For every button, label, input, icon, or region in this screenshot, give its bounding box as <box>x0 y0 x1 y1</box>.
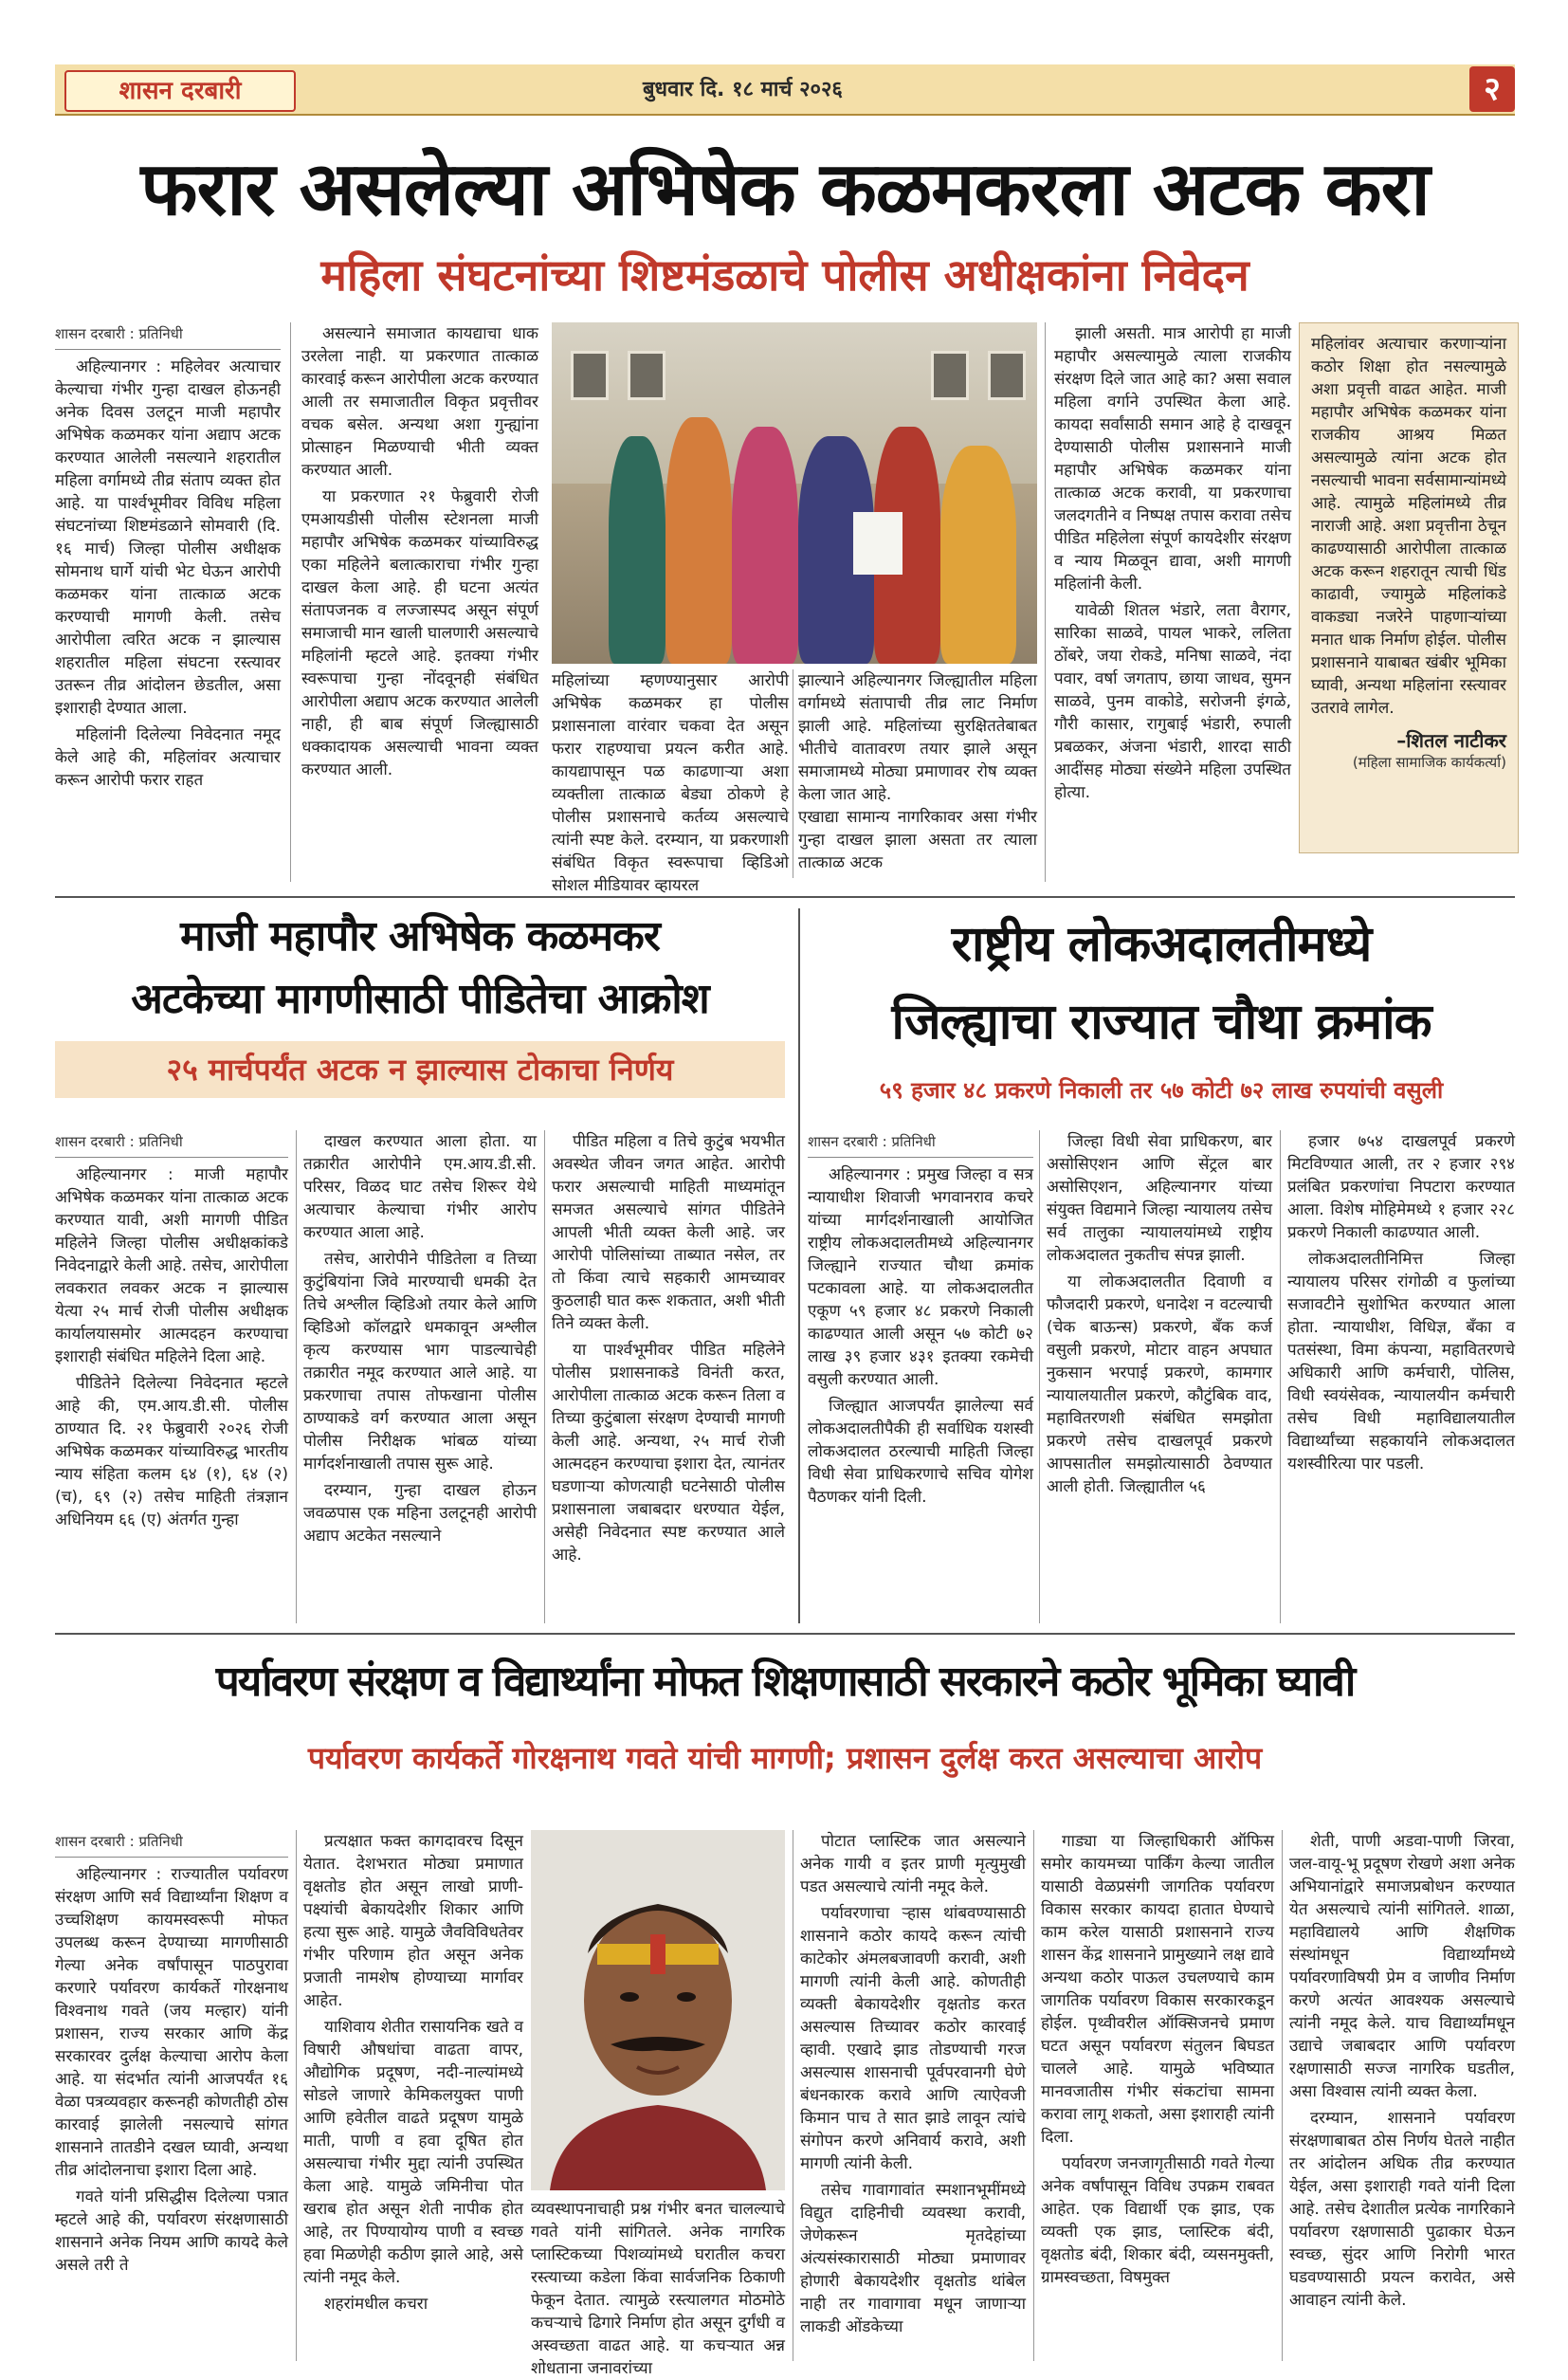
activist-portrait <box>531 1830 785 2190</box>
story4-subheadline: पर्यावरण कार्यकर्ते गोरक्षनाथ गवते यांची मागणी; प्रशासन दुर्लक्ष करत असल्याचा आरोप <box>307 1740 1263 1776</box>
story2-byline: शासन दरबारी : प्रतिनिधी <box>55 1130 288 1158</box>
story4-column-2: प्रत्यक्षात फक्त कागदावरच दिसून येतात. देशभरात मोठ्या प्रमाणात वृक्षतोड होत असून लाखो प्राणी-पक्ष्यांची बेकायदेशीर शिकार आणि हत्या सुरू आहे. यामुळे जैवविविधतेवर गंभीर परिणाम होत असून अनेक प्रजाती नामशेष होण्याच्या मार्गावर आहेत. याशिवाय शेतीत रासायनिक खते व विषारी औषधांचा वाढता वापर, औद्योगिक प्रदूषण, नदी-नाल्यांमध्ये सोडले जाणारे केमिकलयुक्त पाणी आणि हवेतील वाढते प्रदूषण यामुळे माती, पाणी व हवा दूषित होत असल्याचा गंभीर मुद्दा त्यांनी उपस्थित केला आहे. यामुळे जमिनीचा पोत खराब होत असून शेती नापीक होत आहे, तर पिण्यायोग्य पाणी व स्वच्छ हवा मिळणेही कठीण झाले आहे, असे त्यांनी नमूद केले. शहरांमधील कचरा <box>303 1832 523 2314</box>
masthead <box>55 64 1515 116</box>
portrait-caption: व्यवस्थापनाचाही प्रश्न गंभीर बनत चालल्याचे गवते यांनी सांगितले. अनेक नागरिक प्लास्टिकच्या पिशव्यांमध्ये घरातील कचरा रस्त्याच्या कडेला किंवा सार्वजनिक ठिकाणी फेकून देतात. त्यामुळे रस्त्यालगत मोठमोठे कचऱ्याचे ढिगारे निर्माण होत असून दुर्गंधी व अस्वच्छता वाढत आहे. या कचऱ्यात अन्न शोधताना जनावरांच्या <box>531 2200 785 2378</box>
protest-photo <box>552 322 1037 664</box>
quote-box <box>1299 322 1519 853</box>
story3-subheadline: ५९ हजार ४८ प्रकरणे निकाली तर ५७ कोटी ७२ लाख रुपयांची वसुली <box>879 1077 1444 1104</box>
story1-column-2: असल्याने समाजात कायद्याचा धाक उरलेला नाही. या प्रकरणात तात्काळ कारवाई करून आरोपीला अटक करण्यात आली तर समाजातील विकृत प्रवृत्तीवर वचक बसेल. अन्यथा अशा गुन्ह्यांना प्रोत्साहन मिळण्याची भीती व्यक्त करण्यात आली. या प्रकरणात २१ फेब्रुवारी रोजी एमआयडीसी पोलीस स्टेशनला माजी महापौर अभिषेक कळमकर यांच्याविरुद्ध एका महिलेने बलात्काराचा गंभीर गुन्हा दाखल केला आहे. ही घटना अत्यंत संतापजनक व लज्जास्पद असून संपूर्ण समाजाची मान खाली घालणारी असल्याचे महिलांनी म्हटले आहे. इतक्या गंभीर स्वरूपाचा गुन्हा नोंदवूनही संबंधित आरोपीला अद्याप अटक करण्यात आलेली नाही, ही बाब संपूर्ण जिल्ह्यासाठी धक्कादायक असल्याची भावना व्यक्त करण्यात आली. <box>301 324 538 779</box>
story4-column-4: गाड्या या जिल्हाधिकारी ऑफिस समोर कायमच्या पार्किंग केल्या जातील यासाठी वेळप्रसंगी जागतिक पर्यावरण विकास सरकार कायदा हातात घेण्याचे काम करेल यासाठी प्रशासनाने राज्य शासन केंद्र शासनाने प्रामुख्याने लक्ष द्यावे अन्यथा कठोर पाऊल उचलण्याचे काम जागतिक पर्यावरण विकास सरकारकडून होईल. पृथ्वीवरील ऑक्सिजनचे प्रमाण घटत असून पर्यावरण संतुलन बिघडत चालले आहे. यामुळे भविष्यात मानवजातीस गंभीर संकटांचा सामना करावा लागू शकतो, असा इशाराही त्यांनी दिला. पर्यावरण जनजागृतीसाठी गवते गेल्या अनेक वर्षांपासून विविध उपक्रम राबवत आहेत. एक विद्यार्थी एक झाड, एक व्यक्ती एक झाड, प्लास्टिक बंदी, वृक्षतोड बंदी, शिकार बंदी, व्यसनमुक्ती, ग्रामस्वच्छता, विषमुक्त <box>1041 1832 1274 2287</box>
story1-headline: फरार असलेल्या अभिषेक कळमकरला अटक करा <box>140 147 1430 232</box>
story2-column-2: दाखल करण्यात आला होता. या तक्रारीत आरोपीने एम.आय.डी.सी. परिसर, विळद घाट तसेच शिरूर येथे अत्याचार केल्याचा गंभीर आरोप करण्यात आला आहे. तसेच, आरोपीने पीडितेला व तिच्या कुटुंबियांना जिवे मारण्याची धमकी देत तिचे अश्लील व्हिडिओ तयार केले आणि व्हिडिओ कॉलद्वारे धमकावून अश्लील कृत्य करण्यास भाग पाडल्याचेही तक्रारीत नमूद करण्यात आले आहे. या प्रकरणाचा तपास तोफखाना पोलीस ठाण्याकडे वर्ग करण्यात आला असून पोलीस निरीक्षक भांबळ यांच्या मार्गदर्शनाखाली तपास सुरू आहे. दरम्यान, गुन्हा दाखल होऊन जवळपास एक महिना उलटूनही आरोपी अद्याप अटकेत नसल्याने <box>303 1132 537 1546</box>
story3-headline-line1: राष्ट्रीय लोकअदालतीमध्ये <box>951 916 1372 973</box>
story2-subheadline: २५ मार्चपर्यंत अटक न झाल्यास टोकाचा निर्णय <box>55 1041 785 1098</box>
quote-text: महिलांवर अत्याचार करणाऱ्यांना कठोर शिक्षा होत नसल्यामुळे अशा प्रवृत्ती वाढत आहेत. माजी महापौर अभिषेक कळमकर यांना राजकीय आश्रय मिळत असल्यामुळे त्यांना अटक होत नसल्याची भावना सर्वसामान्यांमध्ये आहे. त्यामुळे महिलांमध्ये तीव्र नाराजी आहे. अशा प्रवृत्तीना ठेचून काढण्यासाठी आरोपीला तात्काळ अटक करून शहरातून त्याची धिंड काढावी, ज्यामुळे महिलांकडे वाकड्या नजरेने पाहणाऱ्यांच्या मनात धाक निर्माण होईल. पोलीस प्रशासनाने याबाबत खंबीर भूमिका घ्यावी, अन्यथा महिलांना रस्त्यावर उतरावे लागेल. <box>1311 335 1506 718</box>
photo-caption-left: महिलांच्या म्हणण्यानुसार आरोपी अभिषेक कळमकर हा पोलीस प्रशासनाला वारंवार चकवा देत असून फरार राहण्याचा प्रयत्न करीत आहे. कायद्यापासून पळ काढणाऱ्या अशा व्यक्तीला तात्काळ बेड्या ठोकणे हे पोलीस प्रशासनाचे कर्तव्य असल्याचे त्यांनी स्पष्ट केले. दरम्यान, या प्रकरणाशी संबंधित विकृत स्वरूपाचा व्हिडिओ सोशल मीडियावर व्हायरल <box>552 671 789 895</box>
story2-headline-line1: माजी महापौर अभिषेक कळमकर <box>180 912 660 961</box>
newspaper-logo: शासन दरबारी <box>64 70 296 112</box>
story4-column-3: पोटात प्लास्टिक जात असल्याने अनेक गायी व इतर प्राणी मृत्युमुखी पडत असल्याचे त्यांनी नमूद केले. पर्यावरणाचा ऱ्हास थांबवण्यासाठी शासनाने कठोर कायदे करून त्यांची काटेकोर अंमलबजावणी करावी, अशी मागणी त्यांनी केली आहे. कोणतीही व्यक्ती बेकायदेशीर वृक्षतोड करत असल्यास तिच्यावर कठोर कारवाई व्हावी. एखादे झाड तोडण्याची गरज असल्यास शासनाची पूर्वपरवानगी घेणे बंधनकारक करावे आणि त्याऐवजी किमान पाच ते सात झाडे लावून त्यांचे संगोपन करणे अनिवार्य करावे, अशी मागणी त्यांनी केली. तसेच गावागावांत स्मशानभूमींमध्ये विद्युत दाहिनीची व्यवस्था करावी, जेणेकरून मृतदेहांच्या अंत्यसंस्कारासाठी मोठ्या प्रमाणावर होणारी बेकायदेशीर वृक्षतोड थांबेल नाही तर गावागावा मधून जाणाऱ्या लाकडी ओंडकेच्या <box>800 1832 1026 2336</box>
story3-headline-line2: जिल्ह्याचा राज्यात चौथा क्रमांक <box>891 994 1431 1051</box>
story4-column-5: शेती, पाणी अडवा-पाणी जिरवा, जल-वायू-भू प्रदूषण रोखणे अशा अनेक अभियानांद्वारे समाजप्रबोधन करण्यात येत असल्याचे त्यांनी सांगितले. शाळा, महाविद्यालये आणि शैक्षणिक संस्थांमधून विद्यार्थ्यांमध्ये पर्यावरणाविषयी प्रेम व जाणीव निर्माण करणे अत्यंत आवश्यक असल्याचे त्यांनी नमूद केले. याच विद्यार्थ्यांमधून उद्याचे जबाबदार आणि पर्यावरण रक्षणासाठी सज्ज नागरिक घडतील, असा विश्वास त्यांनी व्यक्त केला. दरम्यान, शासनाने पर्यावरण संरक्षणाबाबत ठोस निर्णय घेतले नाहीत तर आंदोलन अधिक तीव्र करण्यात येईल, असा इशाराही गवते यांनी दिला आहे. तसेच देशातील प्रत्येक नागरिकाने पर्यावरण रक्षणासाठी पुढाकार घेऊन स्वच्छ, सुंदर आणि निरोगी भारत घडवण्यासाठी प्रयत्न करावेत, असे आवाहन त्यांनी केले. <box>1289 1832 1515 2310</box>
story1-column-1: शासन दरबारी : प्रतिनिधी अहिल्यानगर : महिलेवर अत्याचार केल्याचा गंभीर गुन्हा दाखल होऊनही अनेक दिवस उलटून माजी महापौर अभिषेक कळमकर यांना अद्याप अटक करण्यात आलेली नसल्याने शहरातील महिला वर्गामध्ये तीव्र संताप व्यक्त होत आहे. या पार्श्वभूमीवर विविध महिला संघटनांच्या शिष्टमंडळाने सोमवारी (दि. १६ मार्च) जिल्हा पोलीस अधीक्षक सोमनाथ घार्गे यांची भेट घेऊन आरोपी कळमकर यांना तात्काळ अटक करण्याची मागणी केली. तसेच आरोपीला त्वरित अटक न झाल्यास शहरातील महिला संघटना रस्त्यावर उतरून तीव्र आंदोलन छेडतील, असा इशाराही देण्यात आला. महिलांनी दिलेल्या निवेदनात नमूद केले आहे की, महिलांवर अत्याचार करून आरोपी फरार राहत <box>55 322 281 882</box>
story3-byline: शासन दरबारी : प्रतिनिधी <box>808 1130 1033 1158</box>
story3-column-1: शासन दरबारी : प्रतिनिधी अहिल्यानगर : प्रमुख जिल्हा व सत्र न्यायाधीश शिवाजी भगवानराव कचरे यांच्या मार्गदर्शनाखाली आयोजित राष्ट्रीय लोकअदालतीमध्ये अहिल्यानगर जिल्ह्याने राज्यात चौथा क्रमांक पटकावला आहे. या लोकअदालतीत एकूण ५९ हजार ४८ प्रकरणे निकाली काढण्यात आली असून ५७ कोटी ७२ लाख ३९ हजार ४३१ इतक्या रकमेची वसुली करण्यात आली. जिल्ह्यात आजपर्यंत झालेल्या सर्व लोकअदालतीपैकी ही सर्वाधिक यशस्वी लोकअदालत ठरल्याची माहिती जिल्हा विधी सेवा प्राधिकरणाचे सचिव योगेश पैठणकर यांनी दिली. <box>808 1130 1033 1623</box>
page-number: २ <box>1469 66 1515 112</box>
story2-column-1: शासन दरबारी : प्रतिनिधी अहिल्यानगर : माजी महापौर अभिषेक कळमकर यांना तात्काळ अटक करण्यात यावी, अशी मागणी पीडित महिलेने जिल्हा पोलीस अधीक्षकांकडे निवेदनाद्वारे केली आहे. तसेच, आरोपीला लवकरात लवकर अटक न झाल्यास येत्या २५ मार्च रोजी पोलीस अधीक्षक कार्यालयासमोर आत्मदहन करण्याचा इशाराही संबंधित महिलेने दिला आहे. पीडितेने दिलेल्या निवेदनात म्हटले आहे की, एम.आय.डी.सी. पोलीस ठाण्यात दि. २१ फेब्रुवारी २०२६ रोजी अभिषेक कळमकर यांच्याविरुद्ध भारतीय न्याय संहिता कलम ६४ (१), ६४ (२) (च), ६९ (२) तसेच माहिती तंत्रज्ञान अधिनियम ६६ (ए) अंतर्गत गुन्हा <box>55 1130 288 1623</box>
quote-author: –शितल नाटीकर <box>1396 729 1506 752</box>
story4-column-1: शासन दरबारी : प्रतिनिधी अहिल्यानगर : राज्यातील पर्यावरण संरक्षण आणि सर्व विद्यार्थ्यांना शिक्षण व उच्चशिक्षण कायमस्वरूपी मोफत उपलब्ध करून देण्याच्या मागणीसाठी गेल्या अनेक वर्षांपासून पाठपुरावा करणारे पर्यावरण कार्यकर्ते गोरक्षनाथ विश्वनाथ गवते (जय मल्हार) यांनी प्रशासन, राज्य सरकार आणि केंद्र सरकारवर दुर्लक्ष केल्याचा आरोप केला आहे. या संदर्भात त्यांनी आजपर्यंत १६ वेळा पत्रव्यवहार करूनही कोणतीही ठोस कारवाई झालेली नसल्याचे सांगत शासनाने तातडीने दखल घ्यावी, अन्यथा तीव्र आंदोलनाचा इशारा दिला आहे. गवते यांनी प्रसिद्धीस दिलेल्या पत्रात म्हटले आहे की, पर्यावरण संरक्षणासाठी शासनाने अनेक नियम आणि कायदे केले असले तरी ते <box>55 1830 288 2361</box>
story2-column-3: पीडित महिला व तिचे कुटुंब भयभीत अवस्थेत जीवन जगत आहेत. आरोपी फरार असल्याची माहिती माध्यमांतून समजत असल्याचे सांगत पीडितेने आपली भीती व्यक्त केली आहे. जर आरोपी पोलिसांच्या ताब्यात नसेल, तर तो किंवा त्याचे सहकारी आमच्यावर कुठलाही घात करू शकतात, अशी भीती तिने व्यक्त केली. या पार्श्वभूमीवर पीडित महिलेने पोलीस प्रशासनाकडे विनंती करत, आरोपीला तात्काळ अटक करून तिला व तिच्या कुटुंबाला संरक्षण देण्याची मागणी केली आहे. अन्यथा, २५ मार्च रोजी आत्मदहन करण्याचा इशारा देत, त्यानंतर घडणाऱ्या कोणत्याही घटनेसाठी पोलीस प्रशासनाला जबाबदार धरण्यात येईल, असेही निवेदनात स्पष्ट करण्यात आले आहे. <box>552 1132 785 1565</box>
story1-column-4: झाली असती. मात्र आरोपी हा माजी महापौर असल्यामुळे त्याला राजकीय संरक्षण दिले जात आहे का? असा सवाल महिला वर्गाने उपस्थित केला आहे. कायदा सर्वांसाठी समान आहे हे दाखवून देण्यासाठी पोलीस प्रशासनाने माजी महापौर अभिषेक कळमकर यांना तात्काळ अटक करावी, या प्रकरणाचा जलदगतीने व निष्पक्ष तपास करावा तसेच पीडित महिलेला संपूर्ण कायदेशीर संरक्षण व न्याय मिळवून द्यावा, अशी मागणी महिलांनी केली. यावेळी शितल भंडारे, लता वैरागर, सारिका साळवे, पायल भाकरे, ललिता ठोंबरे, जया रोकडे, मनिषा साळवे, नंदा पवार, वर्षा जगताप, छाया जाधव, सुमन साळवे, पुनम वाकोडे, सरोजनी इंगळे, गौरी कासार, रागुबाई भंडारी, रुपाली प्रबळकर, अंजना भंडारी, शारदा साठी आदींसह मोठ्या संख्येने महिला उपस्थित होत्या. <box>1054 324 1291 802</box>
photo-caption-right: झाल्याने अहिल्यानगर जिल्ह्यातील महिला वर्गामध्ये संतापाची तीव्र लाट निर्माण झाली आहे. महिलांच्या सुरक्षिततेबाबत भीतीचे वातावरण तयार झाले असून समाजामध्ये मोठ्या प्रमाणावर रोष व्यक्त केला जात आहे. एखाद्या सामान्य नागरिकावर असा गंभीर गुन्हा दाखल झाला असता तर त्याला तात्काळ अटक <box>798 671 1037 872</box>
story3-column-3: हजार ७५४ दाखलपूर्व प्रकरणे मिटविण्यात आली, तर २ हजार २९४ प्रलंबित प्रकरणांचा निपटारा करण्यात आला. विशेष मोहिमेमध्ये १ हजार २२८ प्रकरणे निकाली काढण्यात आली. लोकअदालतीनिमित्त जिल्हा न्यायालय परिसर रांगोळी व फुलांच्या सजावटीने सुशोभित करण्यात आला होता. न्यायाधीश, विधिज्ञ, बँका व पतसंस्था, विमा कंपन्या, महावितरणचे अधिकारी आणि कर्मचारी, पोलिस, विधी स्वयंसेवक, न्यायालयीन कर्मचारी तसेच विधी महाविद्यालयातील विद्यार्थ्यांच्या सहकार्याने लोकअदालत यशस्वीरित्या पार पडली. <box>1287 1132 1515 1474</box>
story4-byline: शासन दरबारी : प्रतिनिधी <box>55 1830 288 1858</box>
portrait-illustration <box>531 1830 785 2190</box>
story2-headline-line2: अटकेच्या मागणीसाठी पीडितेचा आक्रोश <box>131 975 709 1023</box>
story4-headline: पर्यावरण संरक्षण व विद्यार्थ्यांना मोफत शिक्षणासाठी सरकारने कठोर भूमिका घ्यावी <box>215 1657 1355 1706</box>
story3-column-2: जिल्हा विधी सेवा प्राधिकरण, बार असोसिएशन आणि सेंट्रल बार असोसिएशन, अहिल्यानगर यांच्या संयुक्त विद्यमाने जिल्हा न्यायालय तसेच सर्व तालुका न्यायालयांमध्ये राष्ट्रीय लोकअदालत नुकतीच संपन्न झाली. या लोकअदालतीत दिवाणी व फौजदारी प्रकरणे, धनादेश न वटल्याची (चेक बाऊन्स) प्रकरणे, बँक कर्ज वसुली प्रकरणे, मोटार वाहन अपघात नुकसान भरपाई प्रकरणे, कामगार न्यायालयातील प्रकरणे, कौटुंबिक वाद, महावितरणशी संबंधित समझोता प्रकरणे तसेच दाखलपूर्व प्रकरणे आपसातील समझोत्यासाठी ठेवण्यात आली होती. जिल्ह्यातील ५६ <box>1047 1132 1272 1496</box>
quote-role: (महिला सामाजिक कार्यकर्त्या) <box>1352 754 1506 771</box>
story1-subheadline: महिला संघटनांच्या शिष्टमंडळाचे पोलीस अधीक्षकांना निवेदन <box>320 249 1249 301</box>
issue-date: बुधवार दि. १८ मार्च २०२६ <box>643 78 843 101</box>
story1-byline: शासन दरबारी : प्रतिनिधी <box>55 322 281 350</box>
